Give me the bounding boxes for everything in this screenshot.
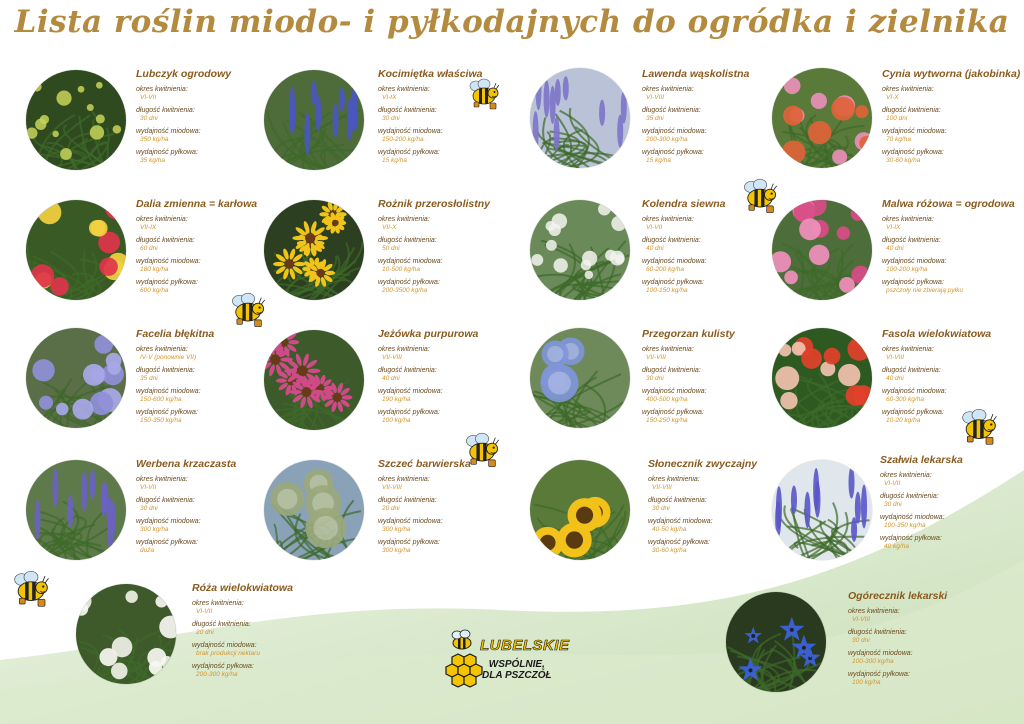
teasel-photo bbox=[264, 460, 364, 560]
pollen-yield-value: 300 kg/ha bbox=[382, 547, 411, 554]
bloom-length-value: 30 dni bbox=[646, 375, 664, 382]
pollen-yield-label: wydajność pyłkowa: bbox=[882, 279, 944, 286]
bloom-length-label: długość kwitnienia: bbox=[848, 629, 907, 636]
pollen-yield-label: wydajność pyłkowa: bbox=[642, 409, 704, 416]
zinnia-photo bbox=[772, 68, 872, 168]
pollen-yield-label: wydajność pyłkowa: bbox=[192, 663, 254, 670]
pollen-yield-label: wydajność pyłkowa: bbox=[642, 279, 704, 286]
bloom-period-value: VII-VIII bbox=[382, 354, 402, 361]
borage-photo bbox=[726, 592, 826, 692]
bloom-period-value: VI-IX bbox=[382, 94, 397, 101]
logo-slogan bbox=[482, 659, 552, 681]
hollyhock-photo bbox=[772, 200, 872, 300]
phacelia-photo bbox=[26, 328, 126, 428]
bloom-period-value: VI-VIII bbox=[646, 94, 665, 101]
bloom-period-value: VI-VII bbox=[140, 94, 157, 101]
plant-name: Szczeć barwierska bbox=[378, 458, 471, 470]
pollen-yield-label: wydajność pyłkowa: bbox=[880, 535, 942, 542]
plant-name: Facelia błękitna bbox=[136, 328, 215, 340]
bloom-period-label: okres kwitnienia: bbox=[848, 608, 900, 615]
echinacea-photo bbox=[264, 330, 364, 430]
honey-yield-value: 10-500 kg/ha bbox=[382, 266, 420, 273]
sunflower-photo bbox=[530, 460, 630, 560]
honey-yield-label: wydajność miodowa: bbox=[136, 258, 201, 265]
honey-yield-value: 150-200 kg/ha bbox=[382, 136, 424, 143]
pollen-yield-value: pszczoły nie zbierają pyłku bbox=[886, 287, 963, 294]
honey-yield-value: 400-500 kg/ha bbox=[646, 396, 688, 403]
bloom-length-label: długość kwitnienia: bbox=[378, 237, 437, 244]
bee-icon bbox=[462, 432, 502, 470]
pollen-yield-label: wydajność pyłkowa: bbox=[882, 409, 944, 416]
pollen-yield-value: 600 kg/ha bbox=[140, 287, 169, 294]
bloom-length-label: długość kwitnienia: bbox=[882, 107, 941, 114]
bloom-length-value: 60 dni bbox=[140, 245, 158, 252]
dahlia-photo bbox=[26, 200, 126, 300]
bloom-period-label: okres kwitnienia: bbox=[378, 476, 430, 483]
pollen-yield-value: 30-60 kg/ha bbox=[652, 547, 687, 554]
sage-photo bbox=[772, 460, 872, 560]
silphium-photo bbox=[264, 200, 364, 300]
pollen-yield-label: wydajność pyłkowa: bbox=[136, 539, 198, 546]
bloom-length-label: długość kwitnienia: bbox=[378, 107, 437, 114]
bloom-period-value: VI-VII bbox=[646, 224, 663, 231]
bloom-period-value: VI-VII bbox=[140, 484, 157, 491]
bloom-period-label: okres kwitnienia: bbox=[882, 86, 934, 93]
honey-yield-value: 100-200 kg/ha bbox=[886, 266, 928, 273]
plant-name: Jeżówka purpurowa bbox=[378, 328, 479, 340]
logo-slogan-line2: DLA PSZCZÓŁ bbox=[482, 670, 552, 681]
pollen-yield-label: wydajność pyłkowa: bbox=[136, 149, 198, 156]
bloom-period-label: okres kwitnienia: bbox=[136, 86, 188, 93]
logo-slogan-line1: WSPÓLNIE, bbox=[488, 659, 545, 670]
bloom-period-value: IV-V (ponownie VII) bbox=[140, 354, 197, 361]
plant-name: Słonecznik zwyczajny bbox=[648, 458, 758, 470]
bloom-length-value: 20 dni bbox=[196, 629, 214, 636]
bloom-length-value: 35 dni bbox=[646, 115, 664, 122]
pollen-yield-label: wydajność pyłkowa: bbox=[648, 539, 710, 546]
bee-icon bbox=[740, 178, 780, 216]
bloom-period-value: VII-IX bbox=[140, 224, 157, 231]
pollen-yield-label: wydajność pyłkowa: bbox=[378, 279, 440, 286]
bee-icon bbox=[958, 408, 1000, 448]
pollen-yield-value: 100-150 kg/ha bbox=[646, 287, 688, 294]
honey-yield-label: wydajność miodowa: bbox=[378, 518, 443, 525]
bloom-length-label: długość kwitnienia: bbox=[378, 367, 437, 374]
honey-yield-label: wydajność miodowa: bbox=[136, 128, 201, 135]
plant-info bbox=[378, 458, 548, 555]
pollen-yield-value: 150-350 kg/ha bbox=[140, 417, 182, 424]
bloom-length-label: długość kwitnienia: bbox=[882, 237, 941, 244]
bloom-period-label: okres kwitnienia: bbox=[882, 346, 934, 353]
bloom-period-label: okres kwitnienia: bbox=[880, 472, 932, 479]
bloom-period-value: VI-VII bbox=[884, 480, 901, 487]
bloom-length-value: 30 dni bbox=[884, 501, 902, 508]
bloom-period-label: okres kwitnienia: bbox=[192, 600, 244, 607]
pollen-yield-label: wydajność pyłkowa: bbox=[642, 149, 704, 156]
honey-yield-label: wydajność miodowa: bbox=[192, 642, 257, 649]
bloom-period-label: okres kwitnienia: bbox=[642, 86, 694, 93]
plant-name: Werbena krzaczasta bbox=[136, 458, 237, 470]
bloom-period-label: okres kwitnienia: bbox=[136, 476, 188, 483]
pollen-yield-label: wydajność pyłkowa: bbox=[848, 671, 910, 678]
honey-yield-value: 40-50 kg/ha bbox=[652, 526, 687, 533]
honey-yield-label: wydajność miodowa: bbox=[378, 258, 443, 265]
plant-info bbox=[848, 590, 1018, 687]
bloom-period-value: VII-VIII bbox=[382, 484, 402, 491]
pollen-yield-label: wydajność pyłkowa: bbox=[136, 279, 198, 286]
bloom-length-value: 30 dni bbox=[140, 115, 158, 122]
plant-name: Ogórecznik lekarski bbox=[848, 590, 948, 602]
bloom-length-value: 35 dni bbox=[140, 375, 158, 382]
bee-icon bbox=[228, 292, 268, 330]
honey-yield-value: 180 kg/ha bbox=[140, 266, 169, 273]
page-title: Lista roślin miodo- i pyłkodajnych do ogródka i zielnika bbox=[14, 4, 1010, 40]
honey-yield-value: brak produkcji nektaru bbox=[196, 650, 260, 657]
bloom-period-label: okres kwitnienia: bbox=[378, 216, 430, 223]
bloom-length-label: długość kwitnienia: bbox=[192, 621, 251, 628]
bee-icon bbox=[10, 570, 52, 610]
bloom-period-label: okres kwitnienia: bbox=[648, 476, 700, 483]
honey-yield-value: 300 kg/ha bbox=[382, 526, 411, 533]
bee-icon bbox=[466, 78, 502, 112]
plant-name: Kocimiętka właściwa bbox=[378, 68, 483, 80]
honey-yield-value: 100-350 kg/ha bbox=[884, 522, 926, 529]
bloom-period-value: VII-X bbox=[382, 224, 397, 231]
bloom-length-value: 100 dni bbox=[886, 115, 908, 122]
bloom-length-value: 30 dni bbox=[852, 637, 870, 644]
honey-yield-value: 150-600 kg/ha bbox=[140, 396, 182, 403]
honey-yield-value: 350 kg/ha bbox=[140, 136, 169, 143]
pollen-yield-value: 200-3500 kg/ha bbox=[382, 287, 428, 294]
plant-name: Lubczyk ogrodowy bbox=[136, 68, 232, 80]
honey-yield-value: 70 kg/ha bbox=[886, 136, 911, 143]
verbena-photo bbox=[26, 460, 126, 560]
logo-title: LUBELSKIE bbox=[480, 637, 570, 654]
pollen-yield-value: 30-60 kg/ha bbox=[886, 157, 921, 164]
bloom-length-value: 50 dni bbox=[382, 245, 400, 252]
plant-name: Kolendra siewna bbox=[642, 198, 726, 210]
plant-name: Cynia wytworna (jakobinka) bbox=[882, 68, 1021, 80]
bloom-period-value: VII-VIII bbox=[646, 354, 666, 361]
plant-info bbox=[882, 198, 1024, 295]
rose-photo bbox=[76, 584, 176, 684]
lavender-photo bbox=[530, 68, 630, 168]
plant-info bbox=[192, 582, 362, 679]
bloom-period-value: VI-X bbox=[886, 94, 899, 101]
honey-yield-value: 200-300 kg/ha bbox=[646, 136, 688, 143]
bloom-length-value: 40 dni bbox=[886, 375, 904, 382]
pollen-yield-value: 10-20 kg/ha bbox=[886, 417, 921, 424]
pollen-yield-value: duża bbox=[140, 547, 155, 554]
honey-yield-value: 60-300 kg/ha bbox=[886, 396, 924, 403]
bloom-length-value: 30 dni bbox=[652, 505, 670, 512]
plant-name: Lawenda wąskolistna bbox=[642, 68, 750, 80]
bloom-period-value: VI-VII bbox=[196, 608, 213, 615]
bloom-period-value: VI-VIII bbox=[886, 354, 905, 361]
bloom-period-label: okres kwitnienia: bbox=[136, 216, 188, 223]
pollen-yield-value: 100 kg/ha bbox=[852, 679, 881, 686]
bloom-length-label: długość kwitnienia: bbox=[648, 497, 707, 504]
plant-name: Dalia zmienna = karłowa bbox=[136, 198, 258, 210]
bloom-length-value: 20 dni bbox=[382, 505, 400, 512]
honey-yield-label: wydajność miodowa: bbox=[882, 128, 947, 135]
lovage-photo bbox=[26, 70, 126, 170]
bloom-length-label: długość kwitnienia: bbox=[136, 107, 195, 114]
bloom-length-label: długość kwitnienia: bbox=[882, 367, 941, 374]
honey-yield-label: wydajność miodowa: bbox=[642, 128, 707, 135]
bloom-period-label: okres kwitnienia: bbox=[136, 346, 188, 353]
plant-info bbox=[378, 328, 548, 425]
plant-name: Rożnik przerosłolistny bbox=[378, 198, 491, 210]
coriander-photo bbox=[530, 200, 630, 300]
honey-yield-label: wydajność miodowa: bbox=[642, 388, 707, 395]
plant-info bbox=[880, 454, 1024, 551]
pollen-yield-label: wydajność pyłkowa: bbox=[378, 539, 440, 546]
bloom-period-label: okres kwitnienia: bbox=[642, 216, 694, 223]
bloom-length-value: 30 dni bbox=[382, 115, 400, 122]
honey-yield-label: wydajność miodowa: bbox=[882, 388, 947, 395]
plant-info bbox=[378, 68, 548, 165]
pollen-yield-value: 15 kg/ha bbox=[382, 157, 407, 164]
honey-yield-value: 300 kg/ha bbox=[140, 526, 169, 533]
honey-yield-value: 60-200 kg/ha bbox=[646, 266, 684, 273]
plant-name: Przegorzan kulisty bbox=[642, 328, 735, 340]
bloom-length-label: długość kwitnienia: bbox=[136, 237, 195, 244]
bloom-period-label: okres kwitnienia: bbox=[882, 216, 934, 223]
pollen-yield-label: wydajność pyłkowa: bbox=[378, 409, 440, 416]
pollen-yield-label: wydajność pyłkowa: bbox=[882, 149, 944, 156]
echinops-photo bbox=[530, 328, 630, 428]
bloom-length-label: długość kwitnienia: bbox=[880, 493, 939, 500]
plant-info bbox=[882, 68, 1024, 165]
pollen-yield-value: 15 kg/ha bbox=[646, 157, 671, 164]
bloom-period-value: VI-VIII bbox=[852, 616, 871, 623]
bloom-period-value: VI-IX bbox=[886, 224, 901, 231]
plant-name: Fasola wielokwiatowa bbox=[882, 328, 992, 340]
honey-yield-label: wydajność miodowa: bbox=[378, 388, 443, 395]
plant-info bbox=[882, 328, 1024, 425]
bloom-length-value: 40 dni bbox=[886, 245, 904, 252]
honey-yield-label: wydajność miodowa: bbox=[648, 518, 713, 525]
plant-name: Szałwia lekarska bbox=[880, 454, 963, 466]
honey-yield-label: wydajność miodowa: bbox=[642, 258, 707, 265]
pollen-yield-label: wydajność pyłkowa: bbox=[378, 149, 440, 156]
bloom-length-label: długość kwitnienia: bbox=[378, 497, 437, 504]
bloom-period-value: VII-VIII bbox=[652, 484, 672, 491]
plant-info bbox=[378, 198, 548, 295]
bloom-period-label: okres kwitnienia: bbox=[378, 346, 430, 353]
bloom-length-value: 30 dni bbox=[140, 505, 158, 512]
honey-yield-label: wydajność miodowa: bbox=[880, 514, 945, 521]
honey-yield-label: wydajność miodowa: bbox=[848, 650, 913, 657]
pollen-yield-value: 150-250 kg/ha bbox=[646, 417, 688, 424]
lubelskie-logo bbox=[442, 627, 570, 695]
plant-name: Róża wielokwiatowa bbox=[192, 582, 293, 594]
honey-yield-value: 100-300 kg/ha bbox=[852, 658, 894, 665]
bloom-length-label: długość kwitnienia: bbox=[642, 107, 701, 114]
bloom-period-label: okres kwitnienia: bbox=[642, 346, 694, 353]
honey-yield-label: wydajność miodowa: bbox=[136, 518, 201, 525]
plant-name: Malwa różowa = ogrodowa bbox=[882, 198, 1015, 210]
honey-yield-label: wydajność miodowa: bbox=[136, 388, 201, 395]
bloom-period-label: okres kwitnienia: bbox=[378, 86, 430, 93]
catmint-photo bbox=[264, 70, 364, 170]
bloom-length-label: długość kwitnienia: bbox=[136, 367, 195, 374]
pollen-yield-value: 40 kg/ha bbox=[884, 543, 909, 550]
honey-yield-label: wydajność miodowa: bbox=[378, 128, 443, 135]
bloom-length-label: długość kwitnienia: bbox=[136, 497, 195, 504]
bloom-length-label: długość kwitnienia: bbox=[642, 367, 701, 374]
bloom-length-value: 40 dni bbox=[382, 375, 400, 382]
runner-bean-photo bbox=[772, 328, 872, 428]
honey-yield-value: 190 kg/ha bbox=[382, 396, 411, 403]
pollen-yield-label: wydajność pyłkowa: bbox=[136, 409, 198, 416]
honey-yield-label: wydajność miodowa: bbox=[882, 258, 947, 265]
pollen-yield-value: 200-300 kg/ha bbox=[196, 671, 238, 678]
bloom-length-value: 40 dni bbox=[646, 245, 664, 252]
pollen-yield-value: 35 kg/ha bbox=[140, 157, 165, 164]
pollen-yield-value: 100 kg/ha bbox=[382, 417, 411, 424]
bloom-length-label: długość kwitnienia: bbox=[642, 237, 701, 244]
